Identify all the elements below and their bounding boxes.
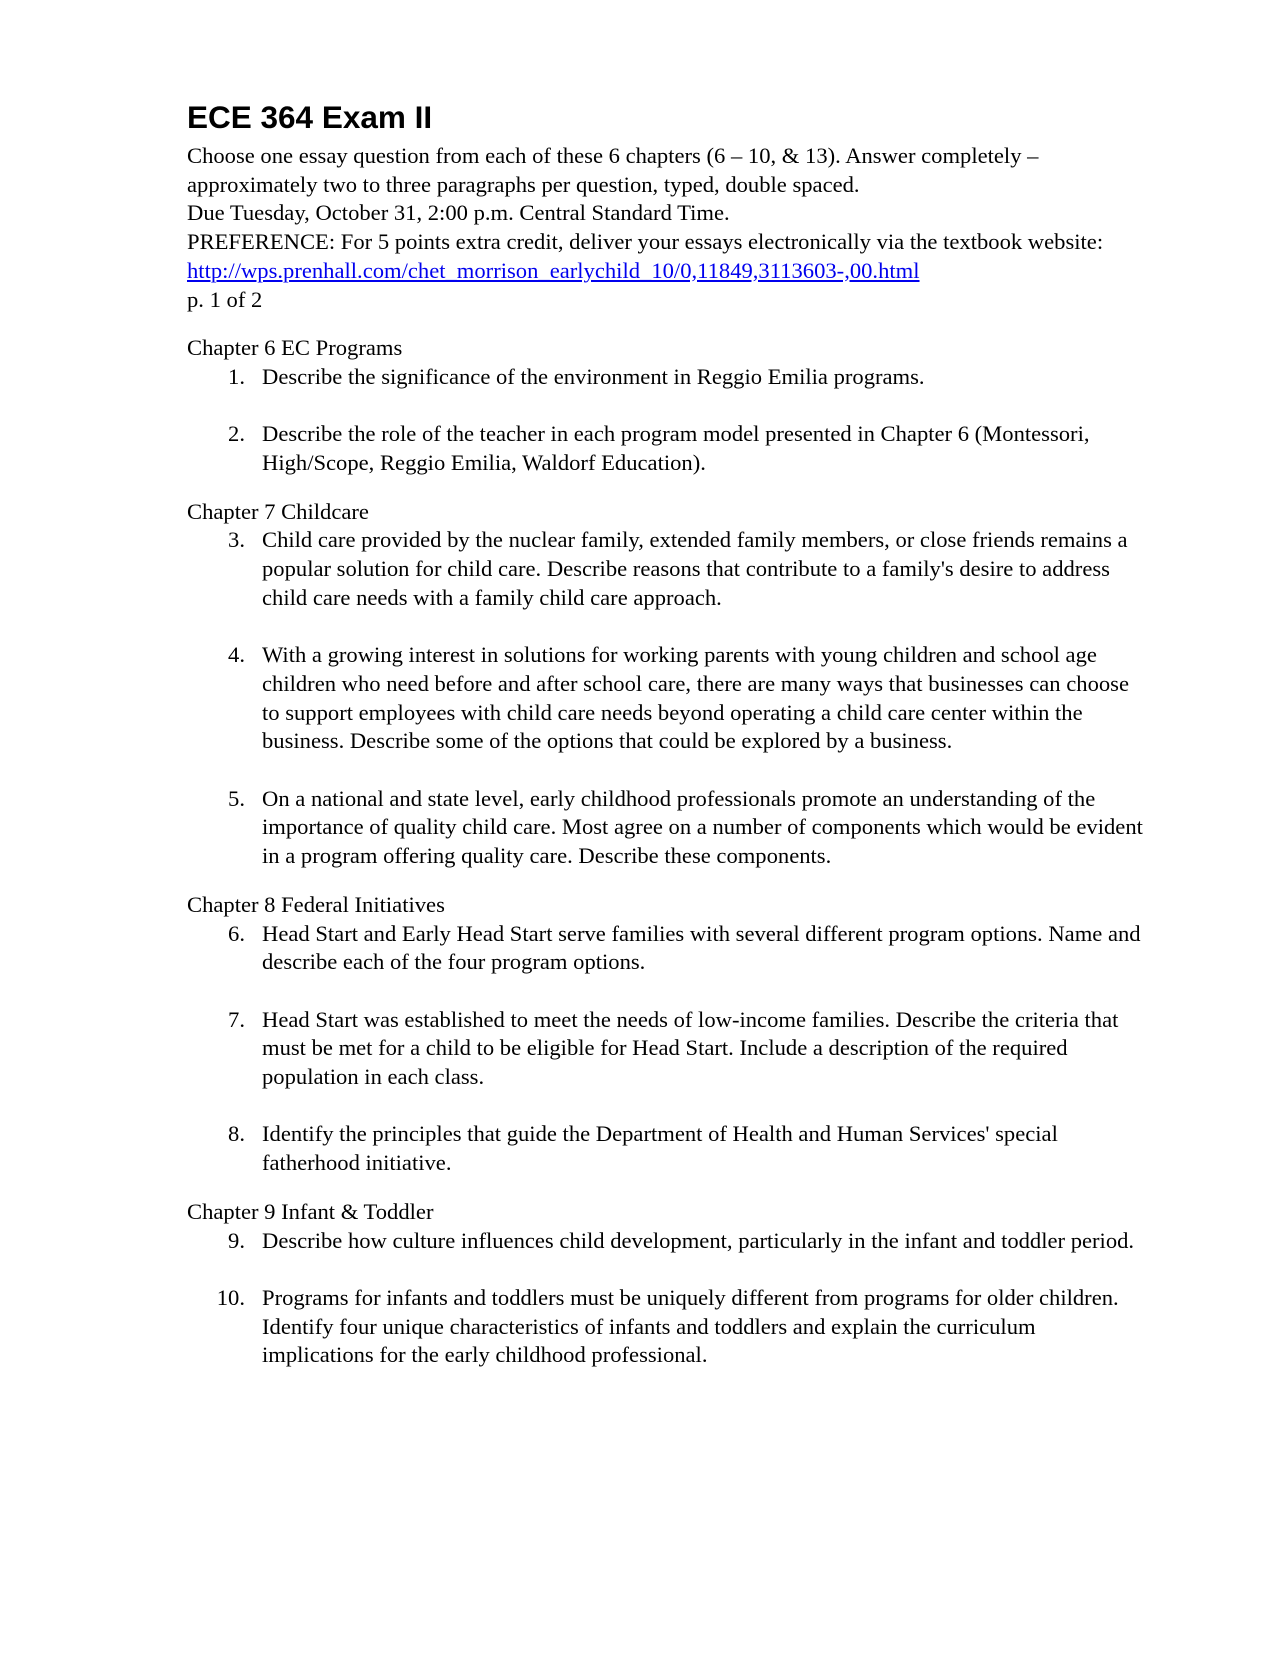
question-item	[187, 526, 1147, 612]
chapter-6-section	[187, 334, 1147, 478]
chapter-7-section	[187, 498, 1147, 871]
question-list	[187, 920, 1147, 1178]
question-item	[187, 1006, 1147, 1092]
question-number: 8.	[228, 1121, 245, 1147]
document-page	[187, 96, 1147, 1370]
question-number: 6.	[228, 920, 245, 946]
question-item	[187, 420, 1147, 477]
question-text: On a national and state level, early childhood professionals promote an understanding of the importance of quality child care. Most agree on a number of components which would be evident in a program offering quality care. Describe these components.	[262, 785, 1143, 869]
question-item	[187, 920, 1147, 977]
document-title: ECE 364 Exam II	[187, 99, 433, 135]
chapter-8-section	[187, 891, 1147, 1178]
question-number: 5.	[228, 785, 245, 811]
due-date-text: Due Tuesday, October 31, 2:00 p.m. Central Standard Time.	[187, 200, 730, 226]
question-text: Programs for infants and toddlers must be uniquely different from programs for older children. Identify four unique characteristics of infants and toddlers and explain the curriculum implications for the early childhood professional.	[262, 1284, 1119, 1368]
question-text: Head Start and Early Head Start serve families with several different program options. Name and describe each of the four program options.	[262, 920, 1141, 975]
question-item	[187, 1227, 1147, 1256]
instructions-text: Choose one essay question from each of these 6 chapters (6 – 10, & 13). Answer completely – approximately two to three paragraphs per question, typed, double spaced.	[187, 143, 1039, 197]
question-number: 4.	[228, 642, 245, 668]
preference-prefix: PREFERENCE: For 5 points extra credit, deliver your essays electronically via the textbook website:	[187, 229, 1104, 255]
question-number: 1.	[228, 363, 245, 389]
question-item	[187, 1284, 1147, 1370]
question-text: Describe how culture influences child development, particularly in the infant and toddler period.	[262, 1227, 1135, 1253]
chapter-9-section	[187, 1198, 1147, 1370]
question-number: 3.	[228, 527, 245, 553]
question-item	[187, 1120, 1147, 1177]
question-item	[187, 785, 1147, 871]
textbook-website-link[interactable]: http://wps.prenhall.com/chet_morrison_earlychild_10/0,11849,3113603-,00.html	[187, 257, 920, 283]
question-number: 7.	[228, 1006, 245, 1032]
chapter-heading: Chapter 7 Childcare	[187, 498, 369, 524]
question-number: 9.	[228, 1227, 245, 1253]
question-text: Child care provided by the nuclear family, extended family members, or close friends remains a popular solution for child care. Describe reasons that contribute to a family's desire to address child care needs with a family child care approach.	[262, 527, 1128, 610]
question-list	[187, 526, 1147, 870]
question-list	[187, 1227, 1147, 1371]
question-text: Head Start was established to meet the needs of low-income families. Describe the criteria that must be met for a child to be eligible for Head Start. Include a description of the required population in each class.	[262, 1006, 1119, 1090]
question-number: 10.	[216, 1284, 245, 1310]
chapter-heading: Chapter 6 EC Programs	[187, 335, 403, 361]
question-text: Identify the principles that guide the Department of Health and Human Services' special fatherhood initiative.	[262, 1121, 1058, 1176]
question-number: 2.	[228, 421, 245, 447]
page-indicator: p. 1 of 2	[187, 286, 263, 312]
question-text: Describe the role of the teacher in each program model presented in Chapter 6 (Montessori, High/Scope, Reggio Emilia, Waldorf Education).	[262, 421, 1090, 476]
chapter-heading: Chapter 9 Infant & Toddler	[187, 1198, 434, 1224]
question-item	[187, 641, 1147, 756]
question-item	[187, 363, 1147, 392]
preference-text	[187, 228, 1147, 285]
question-list	[187, 363, 1147, 478]
intro-section	[187, 142, 1147, 314]
chapter-heading: Chapter 8 Federal Initiatives	[187, 891, 445, 917]
question-text: With a growing interest in solutions for working parents with young children and school age children who need before and after school care, there are many ways that businesses can choose to support employees with child care needs beyond operating a child care center within the business. Describe some of the options that could be explored by a business.	[262, 642, 1129, 754]
question-text: Describe the significance of the environment in Reggio Emilia programs.	[262, 363, 925, 389]
